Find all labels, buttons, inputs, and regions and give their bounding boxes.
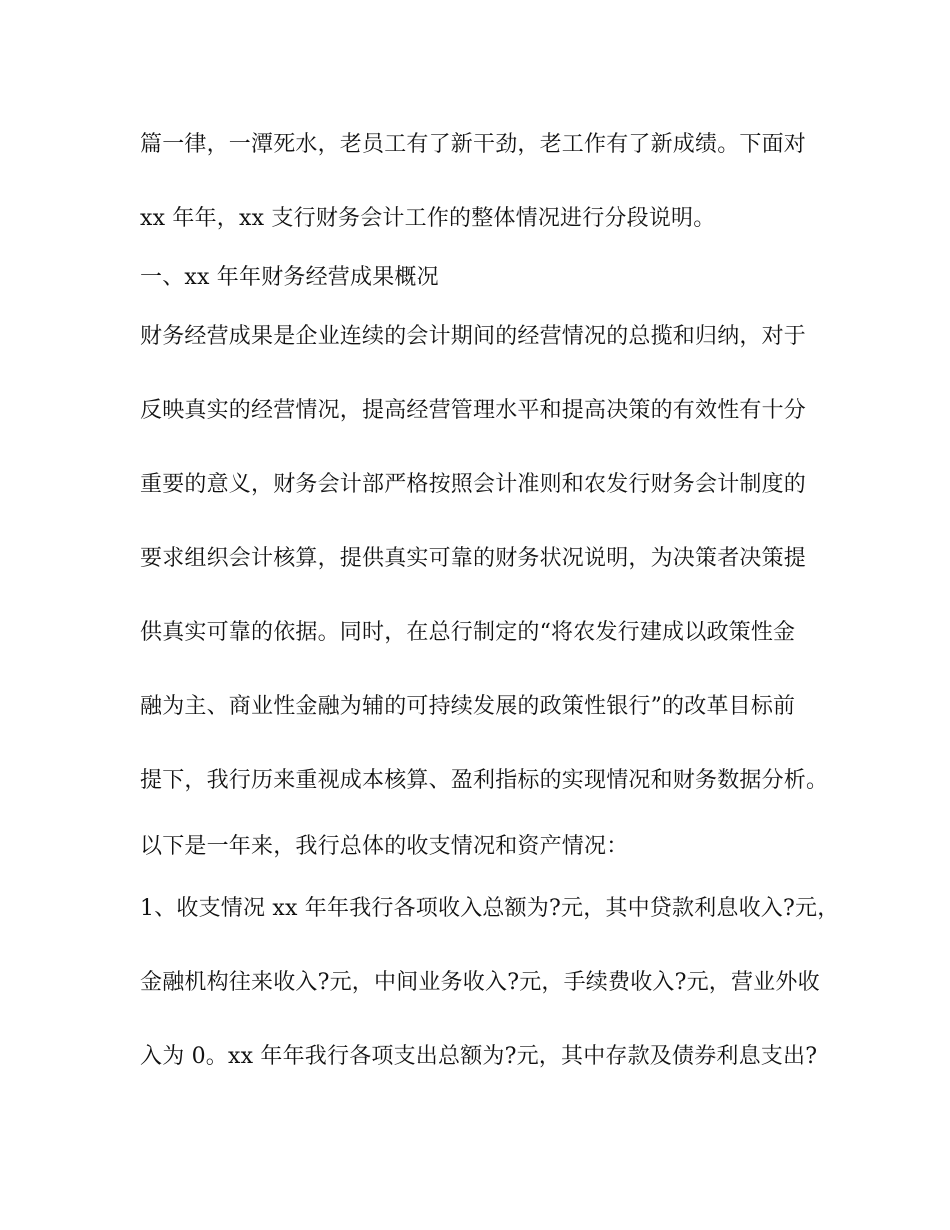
paragraph-line: 融为主、商业性金融为辅的可持续发展的政策性银行”的改革目标前 — [140, 694, 796, 719]
paragraph-line: 1、收支情况 xx 年年我行各项收入总额为?元，其中贷款利息收入?元， — [140, 896, 840, 921]
paragraph-line: 以下是一年来，我行总体的收支情况和资产情况： — [140, 834, 629, 859]
paragraph-line: 金融机构往来收入?元，中间业务收入?元，手续费收入?元，营业外收 — [140, 970, 820, 995]
paragraph-line: 篇一律，一潭死水，老员工有了新干劲，老工作有了新成绩。下面对 — [140, 132, 807, 157]
paragraph-line: 供真实可靠的依据。同时，在总行制定的“将农发行建成以政策性金 — [140, 620, 796, 645]
paragraph-line: 要求组织会计核算，提供真实可靠的财务状况说明，为决策者决策提 — [140, 546, 807, 571]
paragraph-line: xx 年年，xx 支行财务会计工作的整体情况进行分段说明。 — [140, 206, 716, 231]
paragraph-line: 反映真实的经营情况，提高经营管理水平和提高决策的有效性有十分 — [140, 398, 807, 423]
paragraph-line: 财务经营成果是企业连续的会计期间的经营情况的总揽和归纳，对于 — [140, 324, 807, 349]
paragraph-line: 入为 0。xx 年年我行各项支出总额为?元，其中存款及债券利息支出? — [140, 1044, 818, 1069]
section-heading: 一、xx 年年财务经营成果概况 — [140, 265, 439, 290]
paragraph-line: 提下，我行历来重视成本核算、盈利指标的实现情况和财务数据分析。 — [140, 768, 829, 793]
paragraph-line: 重要的意义，财务会计部严格按照会计准则和农发行财务会计制度的 — [140, 472, 807, 497]
